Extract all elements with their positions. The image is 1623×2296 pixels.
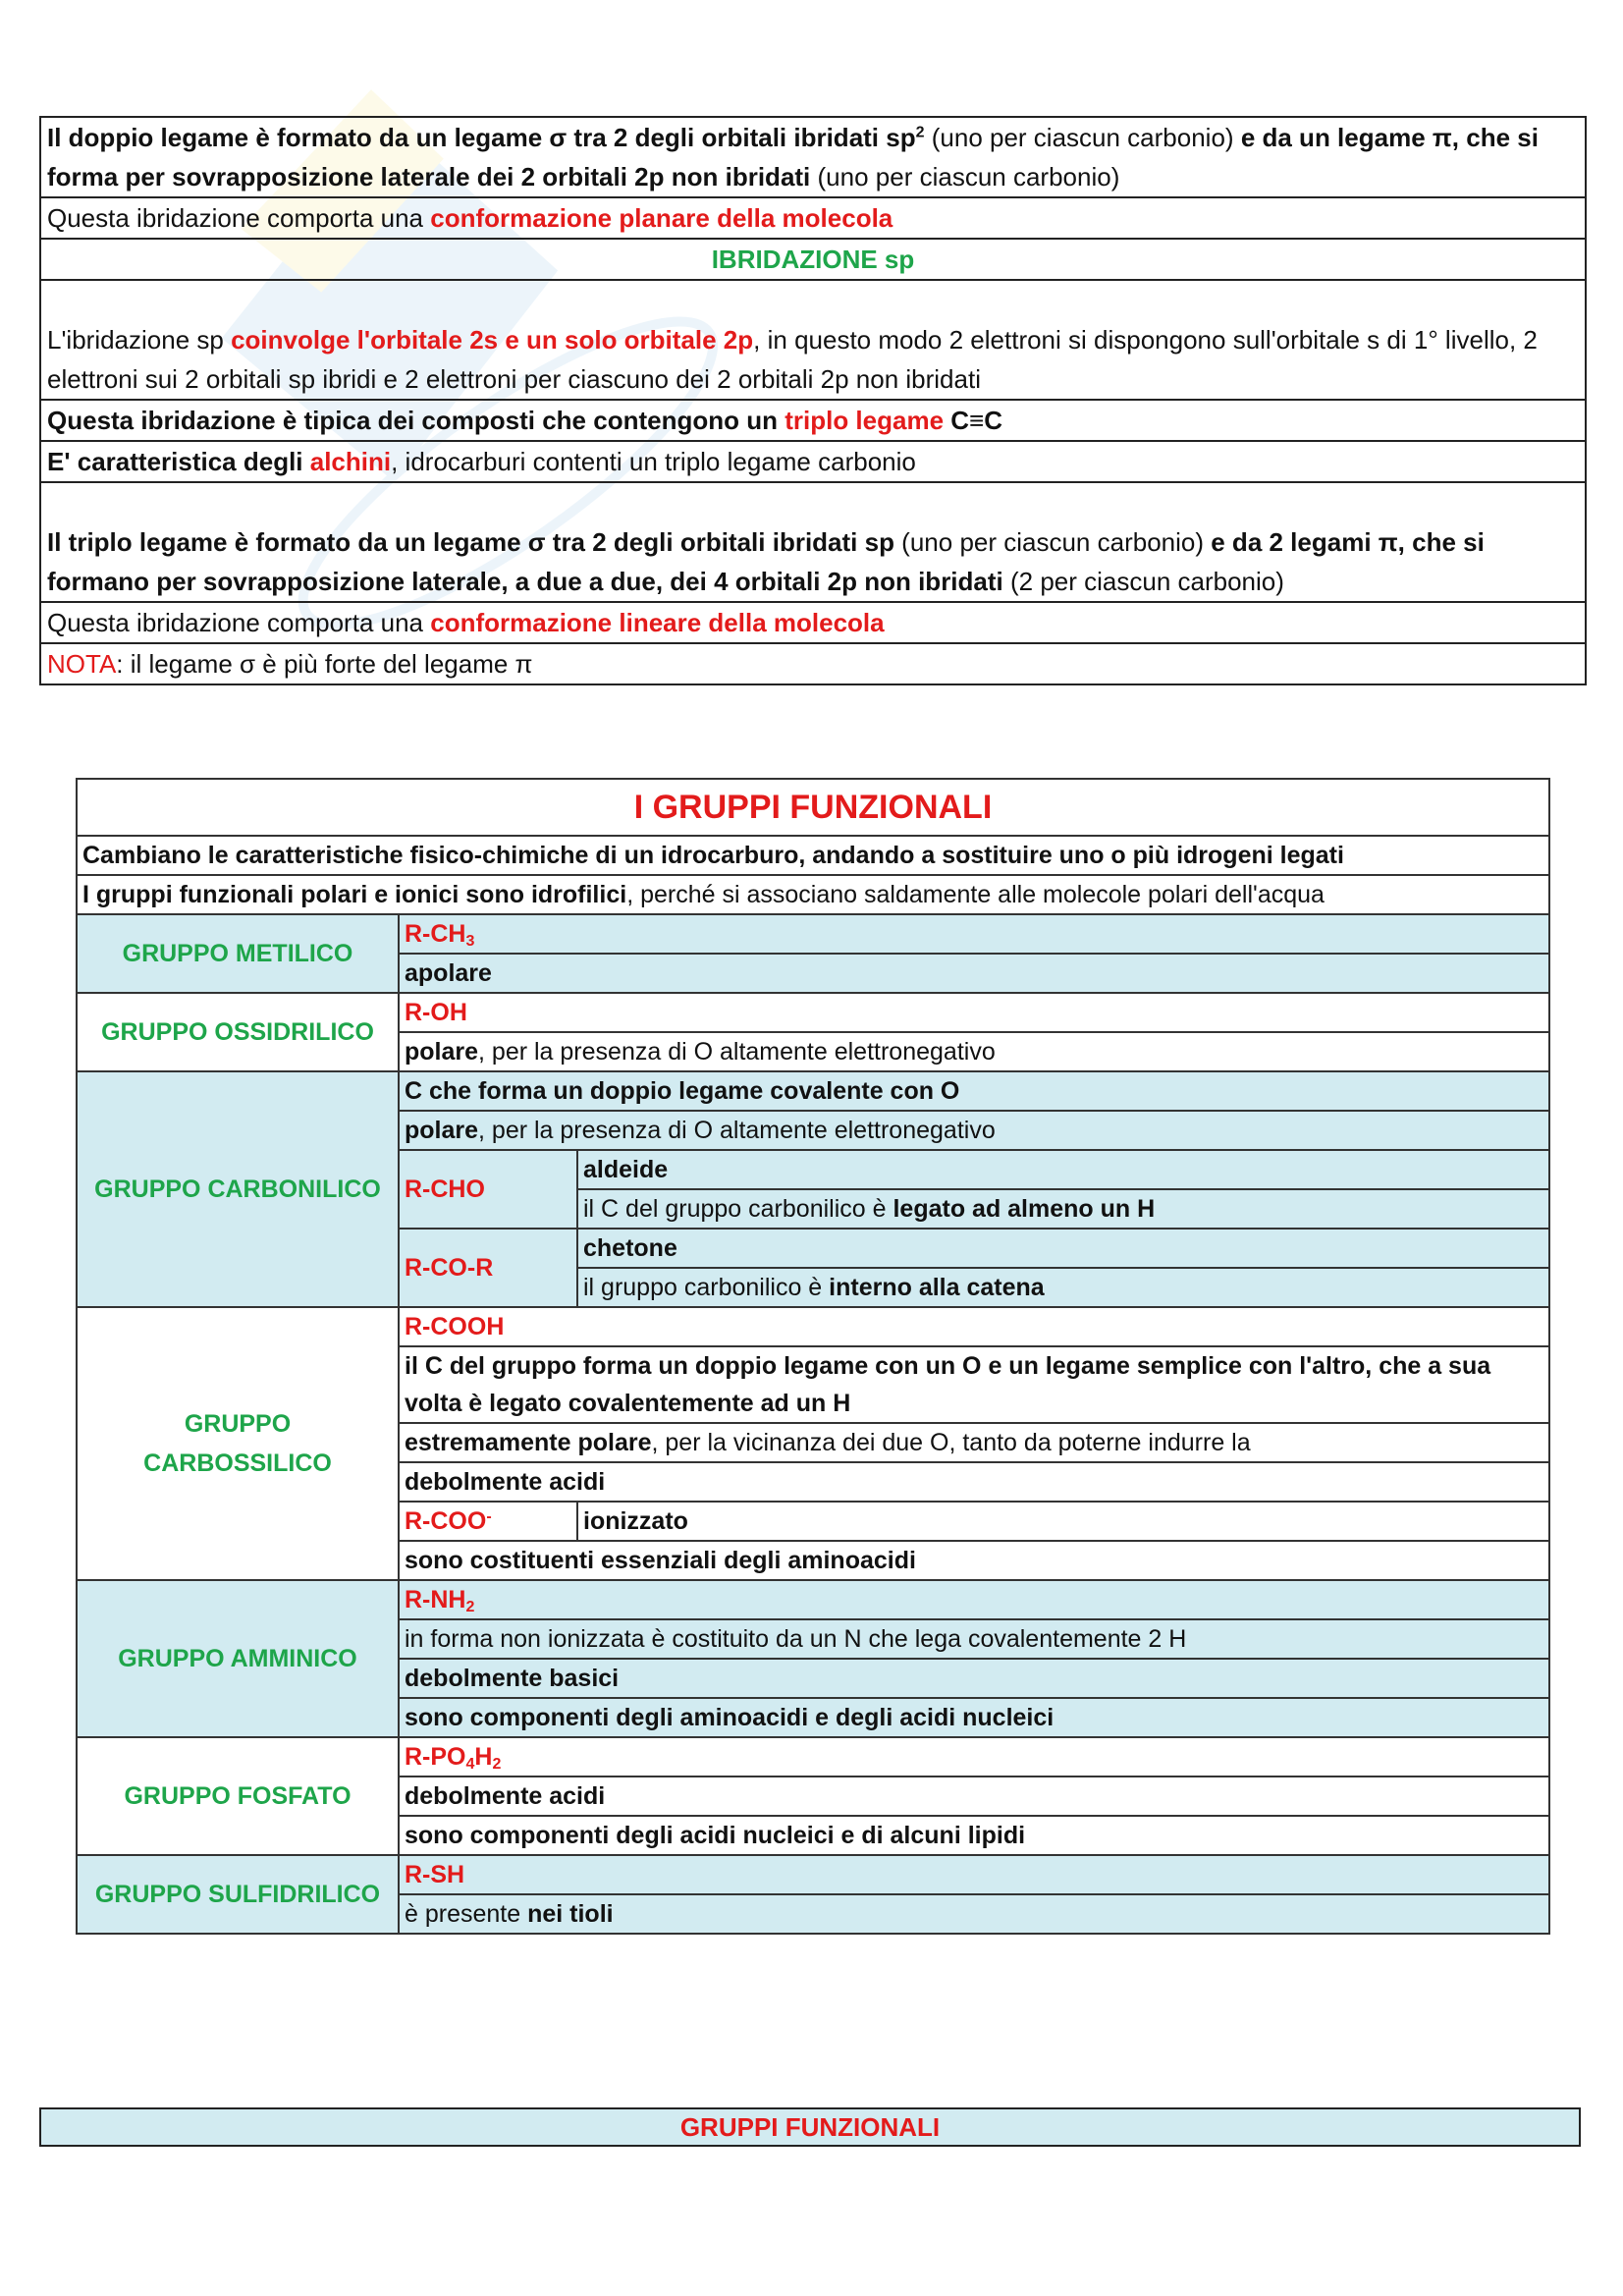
double-bond-text-a: Il doppio legame è formato da un legame σ tra 2 degli orbitali ibridati sp (47, 123, 916, 152)
carbossilico-formula: R-COOH (399, 1307, 1549, 1346)
aldeide-desc-a: il C del gruppo carbonilico è (583, 1195, 893, 1223)
triple-text-c: C≡C (944, 406, 1002, 435)
carbossilico-row-1 (77, 1307, 1549, 1346)
triple-bond-cell (40, 400, 1586, 441)
group-name-fosfato: GRUPPO FOSFATO (77, 1737, 399, 1855)
top-row-alkynes (40, 441, 1586, 482)
ion-formula-sup: - (486, 1508, 492, 1525)
carbossilico-line-2b: , per la vicinanza dei due O, tanto da poterne indurre la (651, 1429, 1251, 1456)
top-row-note (40, 643, 1586, 684)
triple-form-text-d: (2 per ciascun carbonio) (1002, 567, 1284, 596)
amminico-row-1 (77, 1580, 1549, 1619)
alkynes-text-c: , idrocarburi contenti un triplo legame carbonio (391, 447, 916, 476)
double-bond-text-c: e da un legame π, che si forma per sovrapposizione laterale dei 2 orbitali 2p non ibridati (47, 123, 1539, 191)
carbonilico-line-2 (399, 1111, 1549, 1150)
carbonilico-line-1: C che forma un doppio legame covalente con O (399, 1071, 1549, 1111)
fosfato-formula-b: H (474, 1743, 493, 1771)
top-row-triple-bond (40, 400, 1586, 441)
groups-intro-row-2 (77, 875, 1549, 914)
carbonilico-cho: R-CHO (399, 1150, 577, 1229)
sulfidrilico-desc-b: nei tioli (527, 1900, 614, 1928)
sp-hybridization-title: IBRIDAZIONE sp (40, 239, 1586, 280)
sulfidrilico-desc-a: è presente (405, 1900, 528, 1928)
groups-title: I GRUPPI FUNZIONALI (77, 779, 1549, 836)
metilico-formula (399, 914, 1549, 954)
group-name-carbonilico: GRUPPO CARBONILICO (77, 1071, 399, 1307)
sulfidrilico-desc (399, 1894, 1549, 1934)
top-row-sp-title (40, 239, 1586, 280)
amminico-formula (399, 1580, 1549, 1619)
sp2-superscript: 2 (915, 124, 925, 141)
carbonilico-line-2a: polare (405, 1117, 479, 1144)
group-name-ossidrilico: GRUPPO OSSIDRILICO (77, 993, 399, 1071)
groups-intro-1: Cambiano le caratteristiche fisico-chimiche di un idrocarburo, andando a sostituire uno o più idrogeni legati (77, 836, 1549, 875)
linear-text-a: Questa ibridazione comporta una (47, 608, 431, 637)
group-name-carbossilico (77, 1307, 399, 1580)
fosfato-row-1 (77, 1737, 1549, 1777)
top-row-planar (40, 197, 1586, 239)
metilico-formula-sub: 3 (465, 933, 475, 950)
groups-intro-row-1 (77, 836, 1549, 875)
sp-description-cell (40, 280, 1586, 400)
triple-form-text-c: e da 2 legami π, che si formano per sovrapposizione laterale, a due a due, dei 4 orbitali 2p non ibridati (47, 527, 1485, 596)
top-row-double-bond (40, 117, 1586, 197)
carbossilico-line-3: debolmente acidi (399, 1462, 1549, 1502)
triple-text-b: triplo legame (784, 406, 945, 435)
ossidrilico-formula: R-OH (399, 993, 1549, 1032)
groups-intro-2a: I gruppi funzionali polari e ionici sono idrofilici (82, 881, 627, 908)
ossidrilico-desc-b: , per la presenza di O altamente elettronegativo (478, 1038, 996, 1066)
groups-title-row (77, 779, 1549, 836)
double-bond-text-d: (uno per ciascun carbonio) (810, 162, 1120, 191)
functional-groups-table (76, 778, 1550, 1935)
carbonilico-aldeide-desc (577, 1189, 1549, 1229)
double-bond-text-b: (uno per ciascun carbonio) (924, 123, 1241, 152)
planar-text-b: conformazione planare della molecola (430, 203, 893, 233)
group-name-metilico: GRUPPO METILICO (77, 914, 399, 993)
triple-formation-cell (40, 482, 1586, 602)
carbossilico-name-text: GRUPPO CARBOSSILICO (143, 1410, 332, 1477)
sulfidrilico-row-1 (77, 1855, 1549, 1894)
linear-text-b: conformazione lineare della molecola (430, 608, 885, 637)
groups-intro-2b: , perché si associano saldamente alle molecole polari dell'acqua (626, 881, 1325, 908)
group-name-amminico: GRUPPO AMMINICO (77, 1580, 399, 1737)
sp-desc-text-c: , in questo modo 2 elettroni si dispongono sull'orbitale s di 1° livello, 2 elettroni sui 2 orbitali sp ibridi e 2 elettroni per ciascuno dei 2 orbitali 2p non ibridati (47, 325, 1538, 394)
carbonilico-chetone: chetone (577, 1229, 1549, 1268)
amminico-line-1: in forma non ionizzata è costituito da un N che lega covalentemente 2 H (399, 1619, 1549, 1659)
chetone-desc-b: interno alla catena (829, 1274, 1045, 1301)
note-text: : il legame σ è più forte del legame π (116, 649, 533, 679)
ossidrilico-desc (399, 1032, 1549, 1071)
alkynes-cell (40, 441, 1586, 482)
ossidrilico-row-1 (77, 993, 1549, 1032)
bottom-section-title: GRUPPI FUNZIONALI (39, 2107, 1581, 2147)
metilico-formula-text: R-CH (405, 920, 466, 948)
fosfato-line-1: debolmente acidi (399, 1777, 1549, 1816)
alkynes-text-b: alchini (309, 447, 392, 476)
amminico-line-2: debolmente basici (399, 1659, 1549, 1698)
metilico-row-1 (77, 914, 1549, 954)
aldeide-desc-b: legato ad almeno un H (893, 1195, 1156, 1223)
carbossilico-line-2 (399, 1423, 1549, 1462)
linear-cell (40, 602, 1586, 643)
carbossilico-line-5: sono costituenti essenziali degli aminoacidi (399, 1541, 1549, 1580)
carbossilico-ion-desc: ionizzato (577, 1502, 1549, 1541)
metilico-desc: apolare (399, 954, 1549, 993)
group-name-sulfidrilico: GRUPPO SULFIDRILICO (77, 1855, 399, 1934)
alkynes-text-a: E' caratteristica degli (47, 447, 310, 476)
double-bond-cell (40, 117, 1586, 197)
groups-intro-2 (77, 875, 1549, 914)
carbonilico-line-2b: , per la presenza di O altamente elettronegativo (478, 1117, 996, 1144)
hybridization-table (39, 116, 1587, 685)
top-row-linear (40, 602, 1586, 643)
ossidrilico-desc-a: polare (405, 1038, 479, 1066)
sp-desc-text-b: coinvolge l'orbitale 2s e un solo orbitale 2p (231, 325, 754, 355)
amminico-formula-sub: 2 (465, 1599, 475, 1615)
fosfato-formula-a: R-PO (405, 1743, 466, 1771)
sp-desc-text-a: L'ibridazione sp (47, 325, 232, 355)
planar-text-a: Questa ibridazione comporta una (47, 203, 431, 233)
triple-form-text-a: Il triplo legame è formato da un legame σ tra 2 degli orbitali ibridati sp (47, 527, 894, 557)
amminico-formula-text: R-NH (405, 1586, 466, 1613)
fosfato-formula-sub2: 2 (492, 1756, 502, 1773)
sulfidrilico-formula: R-SH (399, 1855, 1549, 1894)
chetone-desc-a: il gruppo carbonilico è (583, 1274, 830, 1301)
carbossilico-line-2a: estremamente polare (405, 1429, 652, 1456)
carbonilico-chetone-desc (577, 1268, 1549, 1307)
carbossilico-line-1: il C del gruppo forma un doppio legame con un O e un legame semplice con l'altro, che a sua volta è legato covalentemente ad un H (399, 1346, 1549, 1423)
top-row-sp-description (40, 280, 1586, 400)
amminico-line-3: sono componenti degli aminoacidi e degli acidi nucleici (399, 1698, 1549, 1737)
fosfato-line-2: sono componenti degli acidi nucleici e di alcuni lipidi (399, 1816, 1549, 1855)
note-cell (40, 643, 1586, 684)
ion-formula-text: R-COO (405, 1507, 487, 1535)
planar-cell (40, 197, 1586, 239)
carbonilico-cor: R-CO-R (399, 1229, 577, 1307)
note-label: NOTA (47, 649, 117, 679)
fosfato-formula-sub1: 4 (465, 1756, 475, 1773)
carbonilico-aldeide: aldeide (577, 1150, 1549, 1189)
triple-text-a: Questa ibridazione è tipica dei composti che contengono un (47, 406, 785, 435)
top-row-triple-formation (40, 482, 1586, 602)
carbonilico-row-1 (77, 1071, 1549, 1111)
carbossilico-ion-formula (399, 1502, 577, 1541)
triple-form-text-b: (uno per ciascun carbonio) (893, 527, 1212, 557)
fosfato-formula (399, 1737, 1549, 1777)
